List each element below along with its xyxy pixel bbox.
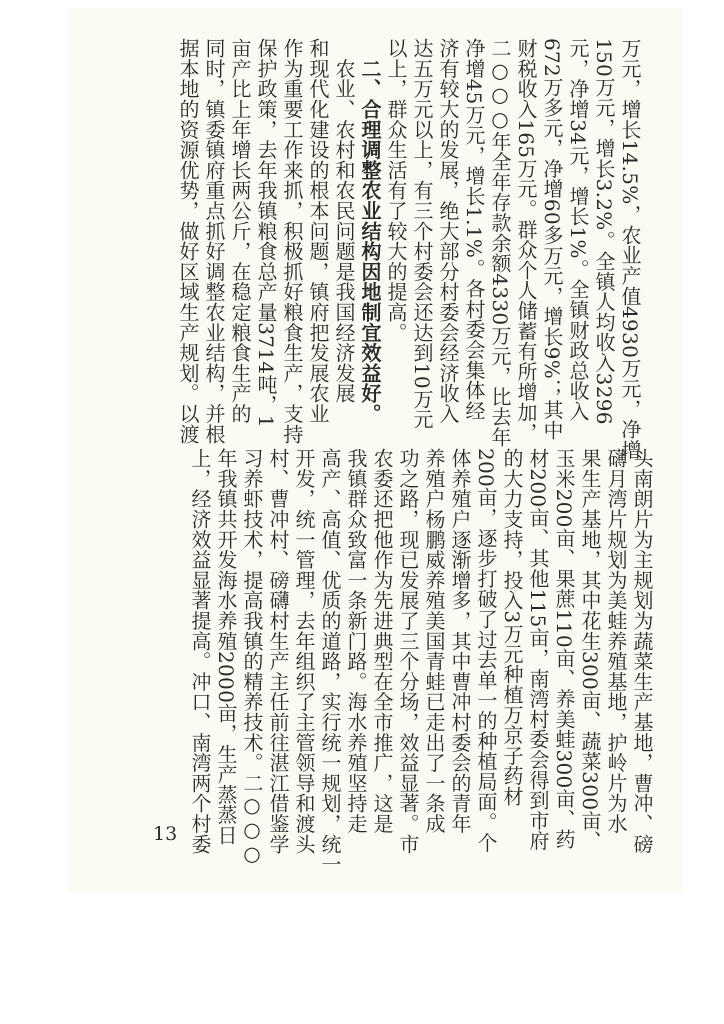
- text-line: 150万元，增长3.2%。全镇人均收入3296: [592, 38, 616, 425]
- text-line: 养殖户杨鹏威养殖美国青蛙已走出了一条成: [422, 448, 446, 834]
- text-line: 礴月湾片规划为美蛙养殖基地，护岭片为水: [604, 448, 628, 834]
- text-line: 元，净增34元，增长1%。全镇财政总收入: [566, 38, 590, 422]
- text-line: 同时，镇委镇府重点抓好调整农业结构，并根: [202, 38, 226, 444]
- text-line: 200亩，逐步打破了过去单一的种植局面。个: [474, 448, 498, 853]
- text-line: 财税收入165万元。群众个人储蓄有所增加，: [514, 38, 538, 443]
- text-line: 作为重要工作来抓，积极抓好粮食生产，支持: [280, 38, 304, 444]
- text-line: 据本地的资源优势，做好区域生产规划。以渡: [176, 38, 200, 444]
- text-line: 农委还把他作为先进典型在全市推广，这是: [370, 448, 394, 834]
- text-line: 农业、农村和农民问题是我国经济发展: [332, 38, 356, 404]
- text-line: 济有较大的发展，绝大部分村委会经济收入: [436, 38, 460, 424]
- text-line: 材200亩、其他115亩，南湾村委会得到市府: [526, 448, 550, 851]
- text-line: 净增45万元，增长1.1%。各村委会集体经: [462, 38, 486, 421]
- text-block-upper: [175, 38, 643, 460]
- text-line: 保护政策，去年我镇粮食总产量3714吨，1: [254, 38, 278, 428]
- text-line: 672万多元，净增60多万元，增长9%；其中: [540, 38, 564, 440]
- text-line: 达五万元以上，有三个村委会还达到10万元: [410, 38, 434, 430]
- text-line: 开发，统一管理，去年组织了主管领导和渡头: [292, 448, 316, 854]
- text-line: 二○○○年全年存款余额4330万元，比去年: [488, 38, 512, 448]
- text-line: 二、合理调整农业结构因地制宜效益好。: [358, 38, 382, 424]
- text-line: 万元，增长14.5%，农业产值4930万元，净增: [618, 38, 642, 460]
- text-block-lower: [187, 448, 655, 875]
- text-line: 果生产基地，其中花生300亩、蔬菜300亩、: [578, 448, 602, 851]
- text-line: 和现代化建设的根本问题，镇府把发展农业: [306, 38, 330, 424]
- text-line: 村、曹冲村、磅礴村生产主任前往湛江借鉴学: [266, 448, 290, 854]
- text-line: 的大力支持，投入3万元种植万京子药材: [500, 448, 524, 807]
- text-line: 习养虾技术，提高我镇的精养技术。二○○○: [240, 448, 264, 866]
- text-line: 功之路，现已发展了三个分场，效益显著。市: [396, 448, 420, 854]
- text-line: 头南朗片为主规划为蔬菜生产基地，曹冲、磅: [630, 448, 654, 854]
- page-number: 13: [153, 823, 178, 845]
- text-line: 玉米200亩、果蔗110亩、养美蛙300亩、药: [552, 448, 576, 850]
- document-page: [68, 8, 683, 892]
- text-line: 体养殖户逐渐增多，其中曹冲村委会的青年: [448, 448, 472, 834]
- text-line: 以上，群众生活有了较大的提高。: [384, 38, 408, 343]
- text-line: 高产、高值、优质的道路，实行统一规划，统一: [318, 448, 342, 875]
- text-line: 我镇群众致富一条新门路。海水养殖坚持走: [344, 448, 368, 834]
- text-line: 年我镇共开发海水养殖2000亩，生产蒸蒸日: [214, 448, 238, 846]
- text-line: 上，经济效益显著提高。冲口、南湾两个村委: [188, 448, 212, 854]
- text-line: 亩产比上年增长两公斤，在稳定粮食生产的: [228, 38, 252, 424]
